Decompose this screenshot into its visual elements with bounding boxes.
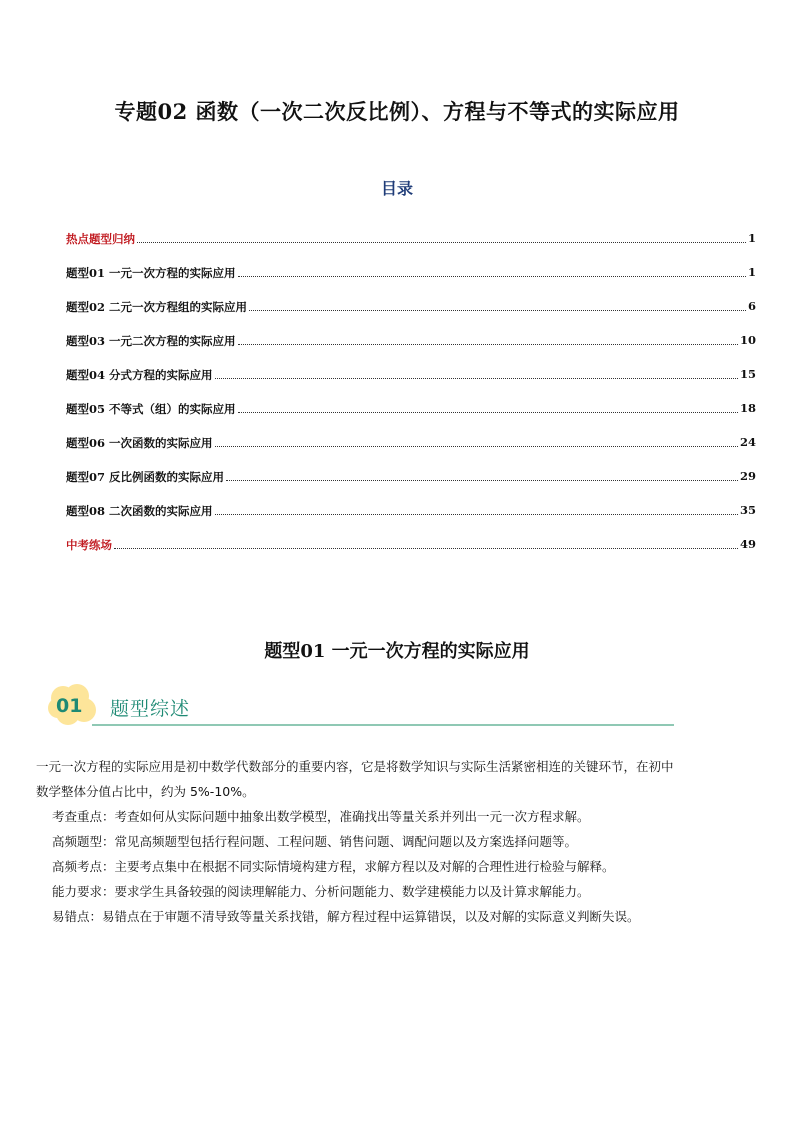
toc-entry-page: 10 [739,333,756,347]
toc-leader [215,435,738,447]
toc-entry-label: 题型01 一元一次方程的实际应用 [66,266,236,280]
toc-entry[interactable] [66,401,756,435]
toc-entry[interactable] [66,231,756,265]
toc-entry-label: 题型04 分式方程的实际应用 [66,368,213,382]
intro-line: 数学整体分值占比中，约为 5%-10%。 [36,784,255,799]
overview-text [36,754,760,929]
toc-leader [137,231,746,243]
toc-entry-page: 1 [747,231,756,245]
toc-heading: 目录 [380,179,413,198]
toc-entry-page: 35 [739,503,756,517]
toc-entry-label: 中考练场 [66,538,112,552]
toc-leader [215,367,738,379]
toc-entry-page: 18 [739,401,756,415]
toc-entry-label: 热点题型归纳 [66,232,135,246]
toc-entry-page: 1 [747,265,756,279]
toc-leader [238,333,738,345]
section-banner [40,682,640,728]
toc-entry[interactable] [66,333,756,367]
toc-leader [215,503,738,515]
toc-entry-label: 题型05 不等式（组）的实际应用 [66,402,236,416]
toc-leader [249,299,746,311]
toc-leader [238,401,738,413]
toc-entry-label: 题型03 一元二次方程的实际应用 [66,334,236,348]
toc-entry-page: 6 [747,299,756,313]
section-title: 题型01 一元一次方程的实际应用 [264,641,530,662]
toc-entry-page: 49 [739,537,756,551]
common-mistakes: 易错点：易错点在于审题不清导致等量关系找错，解方程过程中运算错误，以及对解的实际意义判断失误。 [52,909,640,924]
toc-entry[interactable] [66,265,756,299]
toc-entry-page: 24 [739,435,756,449]
document-title: 专题02 函数（一次二次反比例）、方程与不等式的实际应用 [114,99,680,124]
banner-number: 01 [56,695,83,717]
toc-entry-label: 题型06 一次函数的实际应用 [66,436,213,450]
toc-entry[interactable] [66,537,756,571]
intro-line: 一元一次方程的实际应用是初中数学代数部分的重要内容，它是将数学知识与实际生活紧密相连的关键环节，在初中 [36,759,674,774]
ability-requirements: 能力要求：要求学生具备较强的阅读理解能力、分析问题能力、数学建模能力以及计算求解能力。 [52,884,590,899]
frequent-points: 高频考点：主要考点集中在根据不同实际情境构建方程，求解方程以及对解的合理性进行检验与解释。 [52,859,615,874]
toc-entry-page: 29 [739,469,756,483]
toc-entry[interactable] [66,469,756,503]
toc-entry-label: 题型02 二元一次方程组的实际应用 [66,300,248,314]
exam-focus: 考查重点：考查如何从实际问题中抽象出数学模型，准确找出等量关系并列出一元一次方程求解。 [52,809,590,824]
toc-entry[interactable] [66,367,756,401]
toc-entry-page: 15 [739,367,756,381]
toc-entry-label: 题型08 二次函数的实际应用 [66,504,213,518]
table-of-contents [66,231,756,571]
banner-label: 题型综述 [110,698,191,720]
toc-leader [226,469,738,481]
banner-divider [92,724,674,726]
toc-leader [238,265,746,277]
toc-leader [114,537,738,549]
toc-entry[interactable] [66,299,756,333]
toc-entry[interactable] [66,435,756,469]
toc-entry[interactable] [66,503,756,537]
frequent-types: 高频题型：常见高频题型包括行程问题、工程问题、销售问题、调配问题以及方案选择问题等。 [52,834,578,849]
toc-entry-label: 题型07 反比例函数的实际应用 [66,470,225,484]
